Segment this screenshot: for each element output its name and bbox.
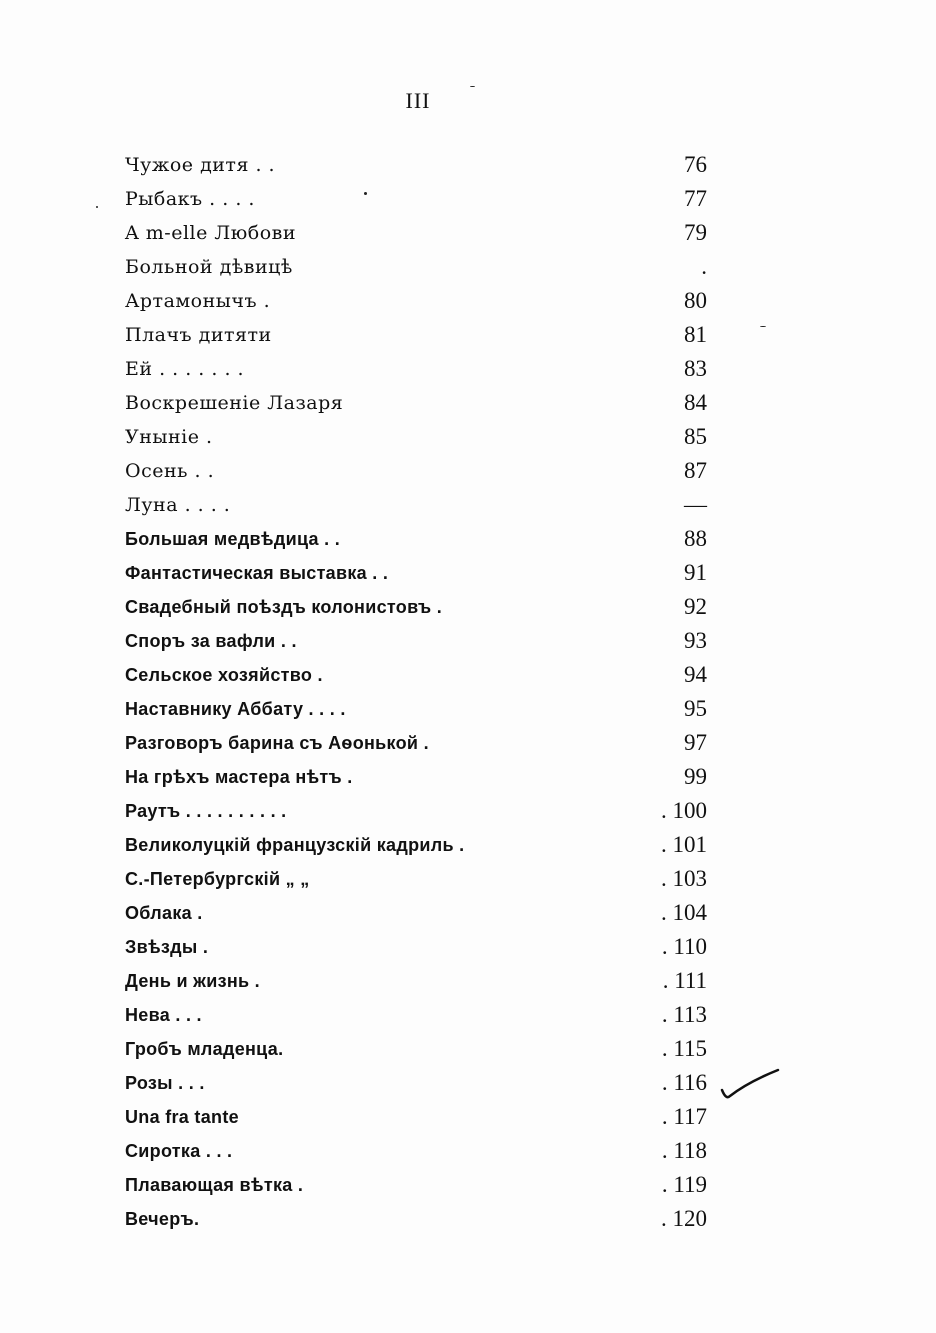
toc-entry: [125, 760, 715, 794]
toc-entry: [125, 964, 715, 998]
toc-entry-page: 91: [684, 560, 707, 585]
toc-entry-title: День и жизнь .: [125, 971, 260, 991]
toc-entry: [125, 658, 715, 692]
toc-entry-title: С.-Петербургскій „ „: [125, 869, 310, 889]
print-speck: [96, 206, 98, 208]
toc-entry-page: . 115: [661, 1036, 707, 1061]
toc-entry: [125, 692, 715, 726]
toc-entry-page: 92: [684, 594, 707, 619]
toc-entry-title: Чужое дитя . .: [125, 154, 276, 176]
toc-entry-page: . 113: [661, 1002, 707, 1027]
toc-entry-page: 87: [684, 458, 707, 483]
toc-entry: [125, 182, 715, 216]
toc-entry-title: Разговоръ барина съ Аѳонькой .: [125, 733, 429, 753]
toc-entry: [125, 1100, 715, 1134]
toc-entry-page: . 117: [661, 1104, 707, 1129]
toc-entry: [125, 284, 715, 318]
toc-entry-page: 76: [684, 152, 707, 177]
toc-entry-title: Гробъ младенца.: [125, 1039, 284, 1059]
toc-entry: [125, 794, 715, 828]
toc-entry-title: Раутъ . . . . . . . . . .: [125, 801, 287, 821]
toc-entry: [125, 250, 715, 284]
toc-entry: [125, 1168, 715, 1202]
toc-entry-page: 80: [684, 288, 707, 313]
toc-entry-title: Ей . . . . . . .: [125, 358, 245, 380]
print-speck: [760, 326, 766, 327]
toc-entry-page: 84: [684, 390, 707, 415]
toc-entry: [125, 352, 715, 386]
toc-entry-title: Облака .: [125, 903, 203, 923]
toc-entry-title: Большая медвѣдица . .: [125, 529, 341, 549]
toc-entry: [125, 624, 715, 658]
toc-entry: [125, 930, 715, 964]
print-speck: [364, 192, 367, 195]
toc-entry-page: .: [701, 254, 707, 279]
toc-entry-page: . 110: [661, 934, 707, 959]
toc-entry: [125, 488, 715, 522]
toc-entry-page: . 104: [661, 900, 707, 925]
toc-entry-page: . 100: [661, 798, 707, 823]
toc-entry-title: Споръ за вафли . .: [125, 631, 297, 651]
toc-entry: [125, 522, 715, 556]
toc-entry-page: —: [684, 492, 707, 517]
toc-entry-page: 85: [684, 424, 707, 449]
toc-entry: [125, 216, 715, 250]
toc-entry: [125, 454, 715, 488]
toc-entry: [125, 556, 715, 590]
toc-entry-page: . 103: [661, 866, 707, 891]
toc-entry-title: Великолуцкій французскій кадриль .: [125, 835, 465, 855]
toc-entry-title: Плавающая вѣтка .: [125, 1175, 304, 1195]
toc-entry-page: 95: [684, 696, 707, 721]
toc-entry: [125, 862, 715, 896]
toc-entry-title: Воскрешеніе Лазаря: [125, 392, 344, 414]
toc-entry: [125, 590, 715, 624]
toc-entry-page: . 111: [662, 968, 707, 993]
toc-entry-title: Осень . .: [125, 460, 215, 482]
toc-entry: [125, 896, 715, 930]
toc-entry: [125, 386, 715, 420]
toc-entry-page: 99: [684, 764, 707, 789]
toc-entry-page: 97: [684, 730, 707, 755]
toc-entry: [125, 1134, 715, 1168]
table-of-contents: [125, 148, 715, 1236]
toc-entry: [125, 828, 715, 862]
toc-entry-title: Сиротка . . .: [125, 1141, 233, 1161]
handwritten-checkmark-icon: [718, 1066, 782, 1102]
toc-entry-title: Звѣзды .: [125, 937, 209, 957]
toc-entry-title: Плачъ дитяти: [125, 324, 272, 346]
toc-entry-title: Уныніе .: [125, 426, 213, 448]
toc-entry-title: Una fra tante: [125, 1107, 239, 1127]
toc-entry-title: Артамонычъ .: [125, 290, 271, 312]
toc-entry: [125, 1066, 715, 1100]
print-speck: [470, 86, 475, 87]
toc-entry-title: A m-elle Любови: [125, 222, 297, 244]
toc-entry-title: Вечеръ.: [125, 1209, 200, 1229]
toc-entry: [125, 420, 715, 454]
toc-entry-page: 83: [684, 356, 707, 381]
toc-entry-title: Фантастическая выставка . .: [125, 563, 389, 583]
toc-entry-page: . 120: [661, 1206, 707, 1231]
toc-entry-page: . 116: [661, 1070, 707, 1095]
toc-entry-title: Рыбакъ . . . .: [125, 188, 255, 210]
toc-entry: [125, 318, 715, 352]
toc-entry-page: 79: [684, 220, 707, 245]
toc-entry-page: 77: [684, 186, 707, 211]
toc-entry: [125, 726, 715, 760]
toc-entry-page: 94: [684, 662, 707, 687]
toc-entry: [125, 998, 715, 1032]
toc-entry-title: Сельское хозяйство .: [125, 665, 323, 685]
toc-entry-title: Свадебный поѣздъ колонистовъ .: [125, 597, 443, 617]
toc-entry-title: Нева . . .: [125, 1005, 202, 1025]
toc-entry: [125, 1202, 715, 1236]
toc-entry-page: 81: [684, 322, 707, 347]
toc-entry-page: . 101: [661, 832, 707, 857]
toc-entry-page: 93: [684, 628, 707, 653]
toc-entry-page: . 119: [661, 1172, 707, 1197]
toc-entry-title: Наставнику Аббату . . . .: [125, 699, 346, 719]
toc-entry-title: Луна . . . .: [125, 494, 231, 516]
toc-entry-title: На грѣхъ мастера нѣтъ .: [125, 767, 353, 787]
page-number: III: [405, 88, 431, 113]
toc-entry-page: . 118: [661, 1138, 707, 1163]
toc-entry-page: 88: [684, 526, 707, 551]
toc-entry-title: Розы . . .: [125, 1073, 205, 1093]
toc-entry: [125, 148, 715, 182]
toc-entry: [125, 1032, 715, 1066]
toc-entry-title: Больной дѣвицѣ: [125, 256, 293, 278]
